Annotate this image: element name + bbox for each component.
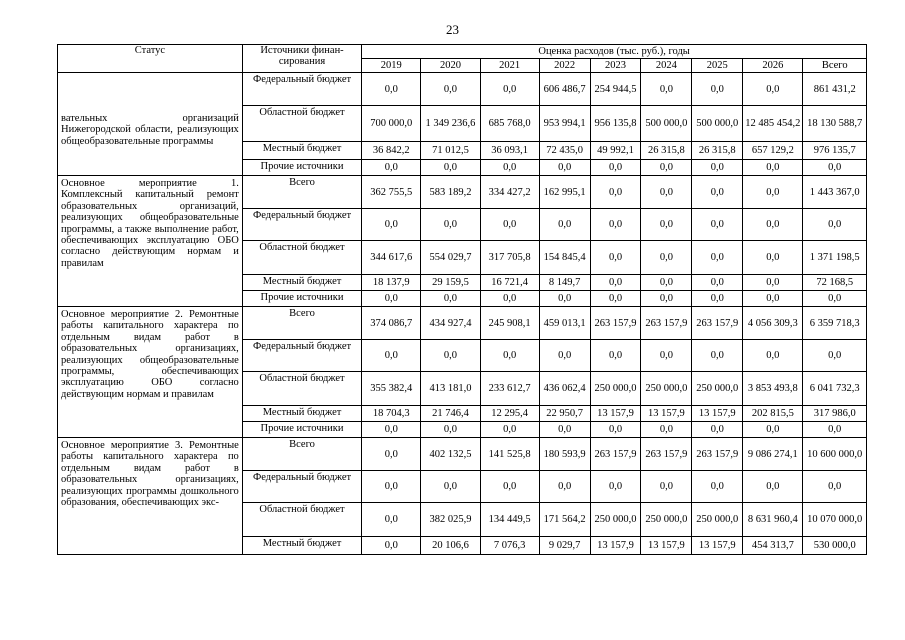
value-cell: 4 056 309,3 bbox=[743, 307, 803, 340]
value-cell: 344 617,6 bbox=[362, 241, 421, 275]
source-cell: Федеральный бюджет bbox=[242, 209, 361, 241]
value-cell: 362 755,5 bbox=[362, 176, 421, 209]
header-year: 2020 bbox=[421, 59, 480, 73]
value-cell: 0,0 bbox=[362, 422, 421, 438]
value-cell: 250 000,0 bbox=[641, 372, 692, 406]
value-cell: 9 086 274,1 bbox=[743, 438, 803, 471]
source-cell: Областной бюджет bbox=[242, 106, 361, 142]
value-cell: 72 435,0 bbox=[539, 142, 590, 160]
value-cell: 0,0 bbox=[641, 73, 692, 106]
total-cell: 317 986,0 bbox=[803, 406, 867, 422]
value-cell: 0,0 bbox=[692, 275, 743, 291]
source-cell: Областной бюджет bbox=[242, 241, 361, 275]
value-cell: 22 950,7 bbox=[539, 406, 590, 422]
value-cell: 0,0 bbox=[743, 209, 803, 241]
value-cell: 374 086,7 bbox=[362, 307, 421, 340]
value-cell: 0,0 bbox=[692, 160, 743, 176]
value-cell: 0,0 bbox=[692, 471, 743, 503]
value-cell: 0,0 bbox=[641, 471, 692, 503]
value-cell: 500 000,0 bbox=[641, 106, 692, 142]
value-cell: 0,0 bbox=[743, 275, 803, 291]
value-cell: 250 000,0 bbox=[590, 372, 641, 406]
value-cell: 3 853 493,8 bbox=[743, 372, 803, 406]
total-cell: 0,0 bbox=[803, 422, 867, 438]
value-cell: 154 845,4 bbox=[539, 241, 590, 275]
value-cell: 13 157,9 bbox=[692, 537, 743, 555]
value-cell: 0,0 bbox=[590, 340, 641, 372]
value-cell: 0,0 bbox=[539, 209, 590, 241]
value-cell: 0,0 bbox=[362, 503, 421, 537]
expenditure-table bbox=[57, 44, 867, 555]
value-cell: 0,0 bbox=[692, 340, 743, 372]
source-cell: Местный бюджет bbox=[242, 275, 361, 291]
value-cell: 18 704,3 bbox=[362, 406, 421, 422]
source-cell: Федеральный бюджет bbox=[242, 73, 361, 106]
source-cell: Областной бюджет bbox=[242, 503, 361, 537]
value-cell: 180 593,9 bbox=[539, 438, 590, 471]
value-cell: 0,0 bbox=[539, 340, 590, 372]
value-cell: 953 994,1 bbox=[539, 106, 590, 142]
value-cell: 26 315,8 bbox=[641, 142, 692, 160]
header-year: 2021 bbox=[480, 59, 539, 73]
value-cell: 36 093,1 bbox=[480, 142, 539, 160]
value-cell: 0,0 bbox=[421, 340, 480, 372]
table-row bbox=[58, 73, 867, 106]
value-cell: 402 132,5 bbox=[421, 438, 480, 471]
source-cell: Прочие источники bbox=[242, 422, 361, 438]
total-cell: 861 431,2 bbox=[803, 73, 867, 106]
value-cell: 263 157,9 bbox=[641, 307, 692, 340]
value-cell: 0,0 bbox=[480, 471, 539, 503]
value-cell: 436 062,4 bbox=[539, 372, 590, 406]
value-cell: 0,0 bbox=[641, 209, 692, 241]
total-cell: 0,0 bbox=[803, 291, 867, 307]
value-cell: 0,0 bbox=[590, 209, 641, 241]
value-cell: 263 157,9 bbox=[590, 438, 641, 471]
value-cell: 657 129,2 bbox=[743, 142, 803, 160]
value-cell: 0,0 bbox=[362, 471, 421, 503]
value-cell: 245 908,1 bbox=[480, 307, 539, 340]
value-cell: 263 157,9 bbox=[641, 438, 692, 471]
value-cell: 0,0 bbox=[421, 471, 480, 503]
table-body bbox=[58, 73, 867, 555]
value-cell: 16 721,4 bbox=[480, 275, 539, 291]
value-cell: 454 313,7 bbox=[743, 537, 803, 555]
status-cell: Основное мероприятие 1. Комплексный капитальный ремонт образовательных организаций, реализующих общеобразовательные программы, а также выполнение работ, обеспечивающих эксплуатацию ОБО согласно действующим нормам и правилам bbox=[58, 176, 243, 307]
value-cell: 0,0 bbox=[480, 340, 539, 372]
value-cell: 0,0 bbox=[421, 73, 480, 106]
value-cell: 0,0 bbox=[743, 241, 803, 275]
value-cell: 0,0 bbox=[692, 422, 743, 438]
source-cell: Федеральный бюджет bbox=[242, 471, 361, 503]
value-cell: 583 189,2 bbox=[421, 176, 480, 209]
value-cell: 12 485 454,2 bbox=[743, 106, 803, 142]
value-cell: 13 157,9 bbox=[692, 406, 743, 422]
value-cell: 250 000,0 bbox=[692, 372, 743, 406]
source-cell: Прочие источники bbox=[242, 291, 361, 307]
value-cell: 0,0 bbox=[743, 471, 803, 503]
value-cell: 0,0 bbox=[743, 160, 803, 176]
value-cell: 0,0 bbox=[641, 422, 692, 438]
header-sources: Источники финан-сирования bbox=[242, 45, 361, 73]
value-cell: 0,0 bbox=[641, 291, 692, 307]
value-cell: 233 612,7 bbox=[480, 372, 539, 406]
value-cell: 0,0 bbox=[421, 160, 480, 176]
value-cell: 606 486,7 bbox=[539, 73, 590, 106]
status-cell: вательных организаций Нижегородской области, реализующих общеобразовательные программы bbox=[58, 73, 243, 176]
value-cell: 8 631 960,4 bbox=[743, 503, 803, 537]
source-cell: Областной бюджет bbox=[242, 372, 361, 406]
value-cell: 0,0 bbox=[480, 422, 539, 438]
total-cell: 0,0 bbox=[803, 471, 867, 503]
value-cell: 0,0 bbox=[421, 422, 480, 438]
total-cell: 18 130 588,7 bbox=[803, 106, 867, 142]
total-cell: 976 135,7 bbox=[803, 142, 867, 160]
value-cell: 0,0 bbox=[692, 241, 743, 275]
total-cell: 0,0 bbox=[803, 340, 867, 372]
value-cell: 26 315,8 bbox=[692, 142, 743, 160]
value-cell: 263 157,9 bbox=[692, 438, 743, 471]
source-cell: Местный бюджет bbox=[242, 537, 361, 555]
value-cell: 0,0 bbox=[641, 275, 692, 291]
value-cell: 685 768,0 bbox=[480, 106, 539, 142]
value-cell: 36 842,2 bbox=[362, 142, 421, 160]
value-cell: 21 746,4 bbox=[421, 406, 480, 422]
value-cell: 554 029,7 bbox=[421, 241, 480, 275]
source-cell: Прочие источники bbox=[242, 160, 361, 176]
value-cell: 0,0 bbox=[590, 160, 641, 176]
table-row bbox=[58, 176, 867, 209]
value-cell: 459 013,1 bbox=[539, 307, 590, 340]
value-cell: 12 295,4 bbox=[480, 406, 539, 422]
value-cell: 956 135,8 bbox=[590, 106, 641, 142]
value-cell: 334 427,2 bbox=[480, 176, 539, 209]
value-cell: 71 012,5 bbox=[421, 142, 480, 160]
value-cell: 500 000,0 bbox=[692, 106, 743, 142]
value-cell: 0,0 bbox=[590, 176, 641, 209]
header-year: 2024 bbox=[641, 59, 692, 73]
value-cell: 317 705,8 bbox=[480, 241, 539, 275]
value-cell: 7 076,3 bbox=[480, 537, 539, 555]
total-cell: 10 070 000,0 bbox=[803, 503, 867, 537]
source-cell: Федеральный бюджет bbox=[242, 340, 361, 372]
value-cell: 250 000,0 bbox=[590, 503, 641, 537]
source-cell: Местный бюджет bbox=[242, 142, 361, 160]
value-cell: 171 564,2 bbox=[539, 503, 590, 537]
total-cell: 530 000,0 bbox=[803, 537, 867, 555]
value-cell: 0,0 bbox=[362, 73, 421, 106]
value-cell: 0,0 bbox=[641, 176, 692, 209]
value-cell: 202 815,5 bbox=[743, 406, 803, 422]
value-cell: 0,0 bbox=[362, 537, 421, 555]
value-cell: 29 159,5 bbox=[421, 275, 480, 291]
value-cell: 20 106,6 bbox=[421, 537, 480, 555]
total-cell: 6 041 732,3 bbox=[803, 372, 867, 406]
value-cell: 382 025,9 bbox=[421, 503, 480, 537]
value-cell: 8 149,7 bbox=[539, 275, 590, 291]
value-cell: 0,0 bbox=[480, 209, 539, 241]
value-cell: 0,0 bbox=[743, 73, 803, 106]
header-year: 2025 bbox=[692, 59, 743, 73]
value-cell: 162 995,1 bbox=[539, 176, 590, 209]
value-cell: 0,0 bbox=[539, 291, 590, 307]
value-cell: 0,0 bbox=[362, 438, 421, 471]
value-cell: 0,0 bbox=[480, 160, 539, 176]
value-cell: 0,0 bbox=[743, 176, 803, 209]
value-cell: 413 181,0 bbox=[421, 372, 480, 406]
value-cell: 0,0 bbox=[421, 209, 480, 241]
value-cell: 434 927,4 bbox=[421, 307, 480, 340]
value-cell: 18 137,9 bbox=[362, 275, 421, 291]
value-cell: 0,0 bbox=[590, 241, 641, 275]
total-cell: 10 600 000,0 bbox=[803, 438, 867, 471]
value-cell: 49 992,1 bbox=[590, 142, 641, 160]
value-cell: 0,0 bbox=[362, 209, 421, 241]
value-cell: 0,0 bbox=[692, 209, 743, 241]
status-cell: Основное мероприятие 3. Ремонтные работы капитального характера по отдельным видам работ в образовательных организациях, реализующих программы дошкольного образования, обеспечивающих экс- bbox=[58, 438, 243, 555]
table-row bbox=[58, 438, 867, 471]
header-year: 2022 bbox=[539, 59, 590, 73]
value-cell: 355 382,4 bbox=[362, 372, 421, 406]
value-cell: 0,0 bbox=[743, 340, 803, 372]
page-number: 23 bbox=[446, 22, 459, 37]
value-cell: 0,0 bbox=[421, 291, 480, 307]
status-cell: Основное мероприятие 2. Ремонтные работы капитального характера по отдельным видам работ в образовательных организациях, реализующих общеобразовательные программы, обеспечивающих эксплуатацию ОБО согласно действующим нормам и правилам bbox=[58, 307, 243, 438]
value-cell: 0,0 bbox=[539, 160, 590, 176]
source-cell: Всего bbox=[242, 438, 361, 471]
value-cell: 263 157,9 bbox=[590, 307, 641, 340]
value-cell: 0,0 bbox=[362, 291, 421, 307]
value-cell: 13 157,9 bbox=[641, 406, 692, 422]
header-total: Всего bbox=[803, 59, 867, 73]
value-cell: 0,0 bbox=[692, 291, 743, 307]
value-cell: 0,0 bbox=[590, 291, 641, 307]
header-year: 2019 bbox=[362, 59, 421, 73]
value-cell: 0,0 bbox=[641, 241, 692, 275]
value-cell: 141 525,8 bbox=[480, 438, 539, 471]
value-cell: 13 157,9 bbox=[641, 537, 692, 555]
value-cell: 700 000,0 bbox=[362, 106, 421, 142]
table-row bbox=[58, 307, 867, 340]
value-cell: 0,0 bbox=[692, 73, 743, 106]
value-cell: 250 000,0 bbox=[641, 503, 692, 537]
total-cell: 1 443 367,0 bbox=[803, 176, 867, 209]
header-year: 2026 bbox=[743, 59, 803, 73]
value-cell: 0,0 bbox=[590, 422, 641, 438]
value-cell: 9 029,7 bbox=[539, 537, 590, 555]
value-cell: 0,0 bbox=[590, 275, 641, 291]
value-cell: 250 000,0 bbox=[692, 503, 743, 537]
value-cell: 0,0 bbox=[362, 340, 421, 372]
value-cell: 1 349 236,6 bbox=[421, 106, 480, 142]
total-cell: 1 371 198,5 bbox=[803, 241, 867, 275]
total-cell: 0,0 bbox=[803, 209, 867, 241]
value-cell: 0,0 bbox=[590, 471, 641, 503]
value-cell: 0,0 bbox=[641, 340, 692, 372]
header-year: 2023 bbox=[590, 59, 641, 73]
source-cell: Всего bbox=[242, 307, 361, 340]
value-cell: 0,0 bbox=[692, 176, 743, 209]
source-cell: Местный бюджет bbox=[242, 406, 361, 422]
total-cell: 0,0 bbox=[803, 160, 867, 176]
value-cell: 254 944,5 bbox=[590, 73, 641, 106]
value-cell: 0,0 bbox=[539, 422, 590, 438]
header-estimate: Оценка расходов (тыс. руб.), годы bbox=[362, 45, 867, 59]
value-cell: 0,0 bbox=[743, 422, 803, 438]
value-cell: 0,0 bbox=[480, 73, 539, 106]
total-cell: 6 359 718,3 bbox=[803, 307, 867, 340]
header-status: Статус bbox=[58, 45, 243, 73]
value-cell: 13 157,9 bbox=[590, 406, 641, 422]
value-cell: 13 157,9 bbox=[590, 537, 641, 555]
value-cell: 0,0 bbox=[641, 160, 692, 176]
total-cell: 72 168,5 bbox=[803, 275, 867, 291]
value-cell: 0,0 bbox=[539, 471, 590, 503]
value-cell: 134 449,5 bbox=[480, 503, 539, 537]
source-cell: Всего bbox=[242, 176, 361, 209]
value-cell: 0,0 bbox=[480, 291, 539, 307]
value-cell: 0,0 bbox=[743, 291, 803, 307]
value-cell: 263 157,9 bbox=[692, 307, 743, 340]
value-cell: 0,0 bbox=[362, 160, 421, 176]
